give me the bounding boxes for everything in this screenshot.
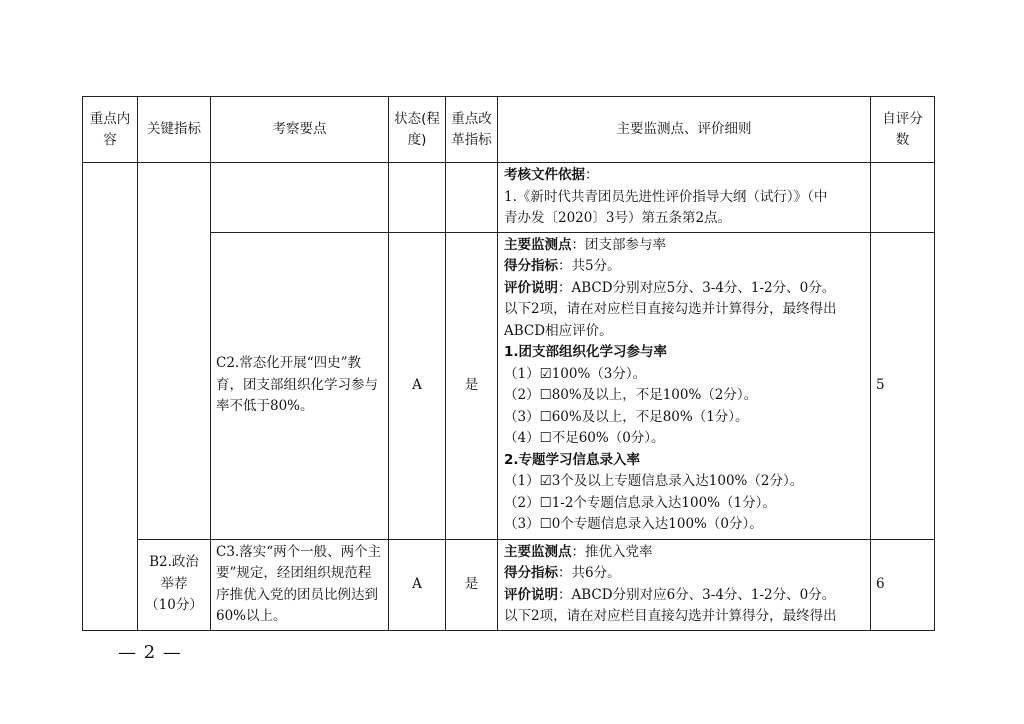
monitor-label: 主要监测点 xyxy=(504,543,572,560)
header-reform-indicator: 重点改革指标 xyxy=(446,97,498,163)
eval-line-2: 以下2项，请在对应栏目直接勾选并计算得分，最终得出 xyxy=(504,608,837,624)
page-number: — 2 — xyxy=(118,642,182,663)
table-row xyxy=(83,232,935,539)
header-monitoring-details: 主要监测点、评价细则 xyxy=(498,97,871,163)
header-row xyxy=(83,97,935,163)
score-text: ：共5分。 xyxy=(558,258,621,274)
monitor-label: 主要监测点 xyxy=(504,236,572,253)
monitoring-details-cell xyxy=(498,232,871,539)
item-1-option-1: （1）☑100%（3分）。 xyxy=(504,365,647,382)
indicator-line-3: （10分） xyxy=(145,597,203,614)
score-label: 得分指标 xyxy=(504,565,558,581)
monitor-text: ：推优入党率 xyxy=(571,543,653,560)
key-indicator-cell xyxy=(138,163,211,540)
monitoring-details-cell xyxy=(498,539,871,630)
reform-cell: 是 xyxy=(446,539,498,630)
item-2-title: 2.专题学习信息录入率 xyxy=(504,451,641,468)
status-cell xyxy=(389,163,446,233)
key-content-cell xyxy=(83,163,138,631)
score-text: ：共6分。 xyxy=(558,565,621,581)
inspection-point-cell: C2.常态化开展“四史”教育，团支部组织化学习参与率不低于80%。 xyxy=(211,232,389,539)
header-key-indicator: 关键指标 xyxy=(138,97,211,163)
inspection-point-cell xyxy=(211,163,389,233)
item-1-option-3: （3）☐60%及以上，不足80%（1分）。 xyxy=(504,408,749,425)
item-2-option-2: （2）☐1-2个专题信息录入达100%（1分）。 xyxy=(504,494,776,511)
eval-text: ：ABCD分别对应6分、3-4分、1-2分、0分。 xyxy=(558,586,836,603)
item-1-title: 1.团支部组织化学习参与率 xyxy=(504,344,668,360)
header-self-score: 自评分数 xyxy=(871,97,935,163)
item-2-option-3: （3）☐0个专题信息录入达100%（0分）。 xyxy=(504,516,763,532)
eval-text: ：ABCD分别对应5分、3-4分、1-2分、0分。 xyxy=(558,279,836,296)
item-1-option-4: （4）☐不足60%（0分）。 xyxy=(504,430,665,446)
status-cell: A xyxy=(389,539,446,630)
basis-cell: 考核文件依据： 1.《新时代共青团员先进性评价指导大纲（试行）》（中 青办发〔2020〕3号）第五条第2点。 xyxy=(498,163,871,233)
status-cell: A xyxy=(389,232,446,539)
eval-line-3: ABCD相应评价。 xyxy=(504,322,613,339)
item-2-option-1: （1）☑3个及以上专题信息录入达100%（2分）。 xyxy=(504,473,804,489)
self-score-cell: 6 xyxy=(871,539,935,630)
basis-line-2: 青办发〔2020〕3号）第五条第2点。 xyxy=(504,210,732,226)
eval-line-2: 以下2项，请在对应栏目直接勾选并计算得分，最终得出 xyxy=(504,301,837,317)
header-inspection-points: 考察要点 xyxy=(211,97,389,163)
monitor-text: ：团支部参与率 xyxy=(571,236,666,253)
evaluation-table xyxy=(82,96,935,631)
indicator-line-2: 举荐 xyxy=(160,575,188,592)
eval-label: 评价说明 xyxy=(504,279,558,296)
eval-label: 评价说明 xyxy=(504,586,558,603)
basis-label: 考核文件依据 xyxy=(504,167,585,183)
reform-cell: 是 xyxy=(446,232,498,539)
item-1-option-2: （2）☐80%及以上，不足100%（2分）。 xyxy=(504,387,758,403)
table-row xyxy=(83,539,935,630)
self-score-cell xyxy=(871,163,935,233)
key-indicator-cell xyxy=(138,539,211,630)
reform-cell xyxy=(446,163,498,233)
table-row xyxy=(83,163,935,233)
header-key-content: 重点内容 xyxy=(83,97,138,163)
basis-line-1: 1.《新时代共青团员先进性评价指导大纲（试行）》（中 xyxy=(504,188,828,205)
score-label: 得分指标 xyxy=(504,258,558,274)
self-score-cell: 5 xyxy=(871,232,935,539)
inspection-point-cell: C3.落实“两个一般、两个主要”规定，经团组织规范程序推优入党的团员比例达到60%以上。 xyxy=(211,539,389,630)
indicator-line-1: B2.政治 xyxy=(149,554,199,571)
header-status: 状态(程度) xyxy=(389,97,446,163)
